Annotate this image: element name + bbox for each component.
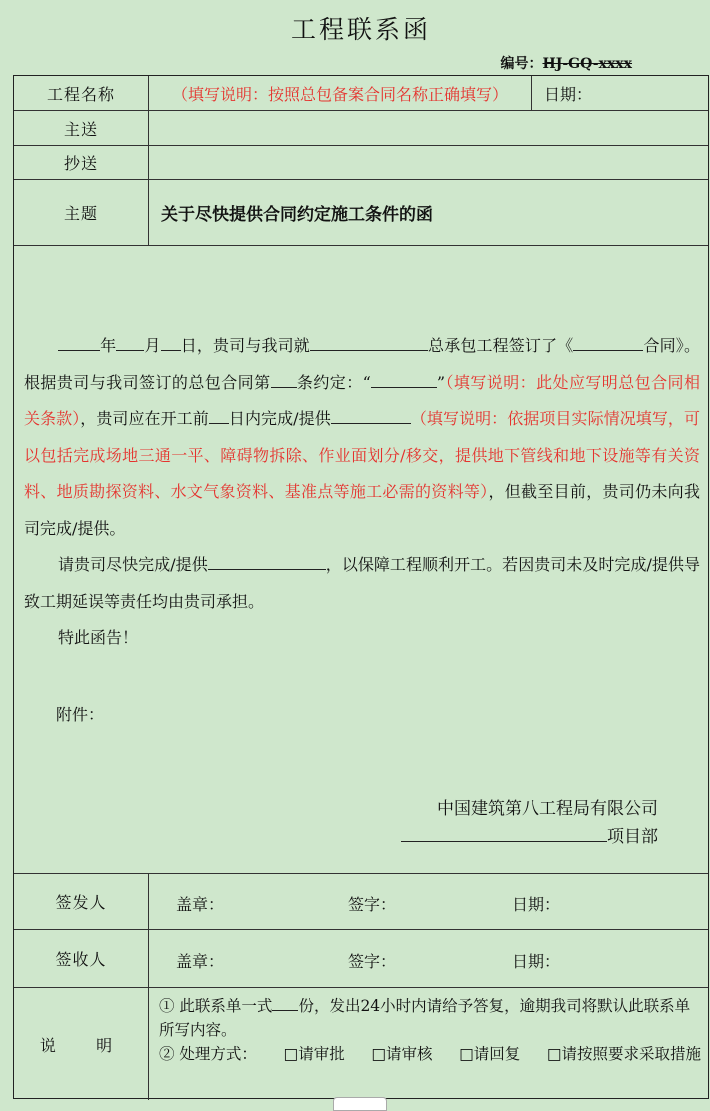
option-review[interactable]: □请审核	[371, 1045, 433, 1063]
receiver-signature-label: 签字：	[348, 952, 397, 971]
project-name-label: 工程名称	[14, 76, 149, 110]
notes-text	[159, 994, 701, 1066]
letter-text	[24, 328, 700, 657]
note-2: ② 处理方式： □请审批 □请审核 □请回复 □请按照要求采取措施	[159, 1042, 701, 1066]
form-table	[13, 75, 709, 1099]
notes-row	[14, 988, 708, 1100]
cc-label: 抄送	[14, 146, 149, 179]
paragraph-1: 年 月 日，贵司与我司就 总承包工程签订了《 合同》。根据贵司与我司签订的总包合同第 条约定：“ ”（填写说明：此处应写明总包合同相关条款），贵司应在开工前 日内完成/提供 （填写说明：依据项目实际情况填写，可以包括完成场地三通一平、障碍物拆除、作业面划分/移交，提供地下管线和地下设施等有关资料、地质勘探资料、水文气象资料、基准点等施工必需的资料等），但截至目前，贵司仍未向我司完成/提供。	[24, 336, 700, 538]
issuer-row	[14, 874, 708, 930]
paragraph-2: 请贵司尽快完成/提供 ，以保障工程顺利开工。若因贵司未及时完成/提供导致工期延误等责任均由贵司承担。	[24, 555, 700, 611]
subject-value: 关于尽快提供合同约定施工条件的函	[161, 205, 433, 225]
receiver-row	[14, 930, 708, 988]
to-label: 主送	[14, 111, 149, 145]
attachment-label: 附件：	[56, 705, 105, 724]
subject-row	[14, 180, 708, 246]
issuer-seal-label: 盖章：	[176, 895, 225, 914]
cc-row	[14, 146, 708, 180]
letter-body	[14, 246, 708, 874]
issuer-signature-label: 签字：	[348, 895, 397, 914]
option-measures[interactable]: □请按照要求采取措施	[546, 1045, 701, 1063]
paragraph-3: 特此函告！	[58, 628, 139, 647]
option-approve[interactable]: □请审批	[283, 1045, 345, 1063]
project-name-field[interactable]: （填写说明：按照总包备案合同名称正确填写）	[149, 76, 532, 110]
notes-label: 说 明	[14, 988, 149, 1100]
document-number-code: HJ-GQ-xxxx	[542, 56, 632, 72]
issuer-date-label: 日期：	[512, 895, 561, 914]
project-department: 项目部	[401, 822, 658, 847]
receiver-seal-label: 盖章：	[176, 952, 225, 971]
page-tab	[333, 1097, 387, 1111]
project-name-row	[14, 76, 708, 111]
cc-field[interactable]	[149, 146, 710, 179]
hint-contract-terms: （填写说明：此处应写明总包合同相关条款）	[24, 372, 700, 428]
organization-name: 中国建筑第八工程局有限公司	[437, 799, 658, 819]
project-date-label: 日期：	[544, 84, 593, 104]
receiver-date-label: 日期：	[512, 952, 561, 971]
hint-conditions: （填写说明：依据项目实际情况填写，可以包括完成场地三通一平、障碍物拆除、作业面划分/移交，提供地下管线和地下设施等有关资料、地质勘探资料、水文气象资料、基准点等施工必需的资料等）	[24, 409, 700, 501]
document-title: 工程联系函	[290, 15, 431, 44]
receiver-label: 签收人	[14, 930, 149, 987]
document-number-label: 编号：	[500, 56, 543, 72]
to-field[interactable]	[149, 111, 710, 145]
to-row	[14, 111, 708, 146]
note-1: ① 此联系单一式 份，发出24小时内请给予答复，逾期我司将默认此联系单所写内容。	[159, 997, 691, 1039]
option-reply[interactable]: □请回复	[459, 1045, 521, 1063]
document-number	[500, 53, 632, 73]
subject-label: 主题	[14, 180, 149, 245]
issuer-label: 签发人	[14, 874, 149, 929]
